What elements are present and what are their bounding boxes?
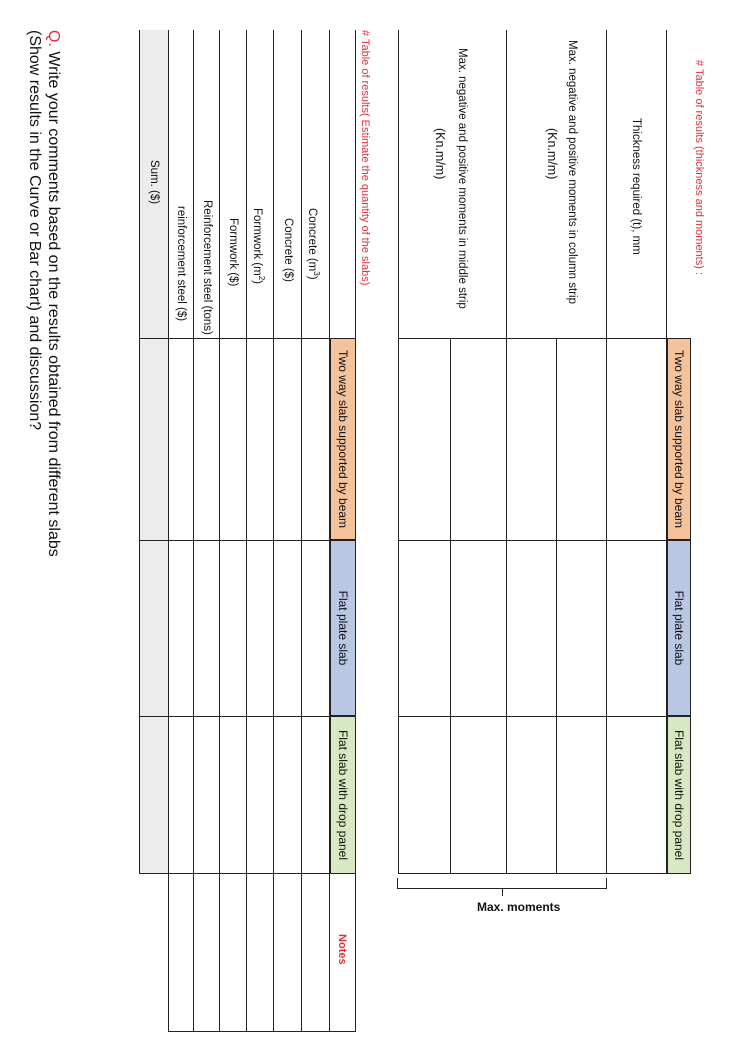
table2-notes-header: Notes — [336, 934, 348, 965]
table2-title: # Table of results( Estimate the quantity of the slabs) — [359, 30, 371, 286]
grid-line — [301, 30, 302, 1032]
question-text — [25, 30, 63, 557]
grid-line — [168, 30, 169, 1032]
table1-header-two-way: Two way slab supported by beam — [667, 338, 691, 540]
grid-line — [450, 338, 451, 874]
grid-line — [399, 716, 667, 717]
grid-line — [273, 30, 274, 1032]
grid-line — [606, 30, 607, 874]
table1-header-flat-slab-drop: Flat slab with drop panel — [667, 716, 691, 874]
row-label-sum: Sum. ($) — [148, 160, 160, 205]
grid-line — [246, 30, 247, 1032]
grid-line — [399, 540, 667, 541]
row-label-steel-tons: Reinforcement steel (tons) — [201, 200, 213, 335]
grid-line — [140, 716, 356, 717]
grid-line — [506, 30, 507, 874]
row-label-thickness: Thickness required (t), mm — [630, 118, 642, 255]
grid-line — [399, 338, 667, 339]
table2-header-flat-plate: Flat plate slab — [330, 540, 356, 716]
row-label-concrete-m3: Concrete $(m^3)$ — [306, 208, 321, 280]
sum-row-background — [140, 30, 169, 874]
grid-line — [140, 338, 356, 339]
row-label-column-strip: Max. negative and positive moments in column strip — [566, 40, 578, 304]
grid-line — [169, 1031, 356, 1032]
table1-header-flat-plate: Flat plate slab — [667, 540, 691, 716]
max-moments-bracket-tick — [502, 888, 503, 896]
row-label-formwork-cost: Formwork ($) — [227, 218, 239, 287]
row-label-middle-strip: Max. negative and positive moments in middle strip — [456, 48, 468, 309]
grid-line — [666, 30, 667, 874]
grid-line — [193, 30, 194, 1032]
row-unit-column-strip: (Kn.m/m) — [545, 128, 559, 180]
row-label-concrete-cost: Concrete ($) — [282, 218, 294, 282]
grid-line — [329, 30, 330, 1032]
grid-line — [139, 30, 140, 874]
grid-line — [399, 873, 667, 874]
question-prefix: Q. — [45, 30, 62, 47]
question-line2: (Show results in the Curve or Bar chart) and discussion? — [26, 30, 43, 431]
grid-line — [355, 30, 356, 1032]
table1-title: # Table of results (thickness and moments) : — [693, 60, 705, 276]
grid-line — [219, 30, 220, 1032]
max-moments-label: Max. moments — [477, 900, 561, 914]
row-label-formwork-m2: Formwork $(m^2)$ — [251, 208, 266, 285]
grid-line — [556, 338, 557, 874]
table2-header-flat-slab-drop: Flat slab with drop panel — [330, 716, 356, 874]
row-label-steel-cost: reinforcement steel ($) — [175, 206, 187, 322]
question-line1: Write your comments based on the results obtained from different slabs — [45, 46, 62, 557]
grid-line — [398, 30, 399, 874]
row-unit-middle-strip: (Kn.m/m) — [433, 128, 447, 180]
grid-line — [140, 540, 356, 541]
grid-line — [140, 873, 356, 874]
table2-header-two-way: Two way slab supported by beam — [330, 338, 356, 540]
